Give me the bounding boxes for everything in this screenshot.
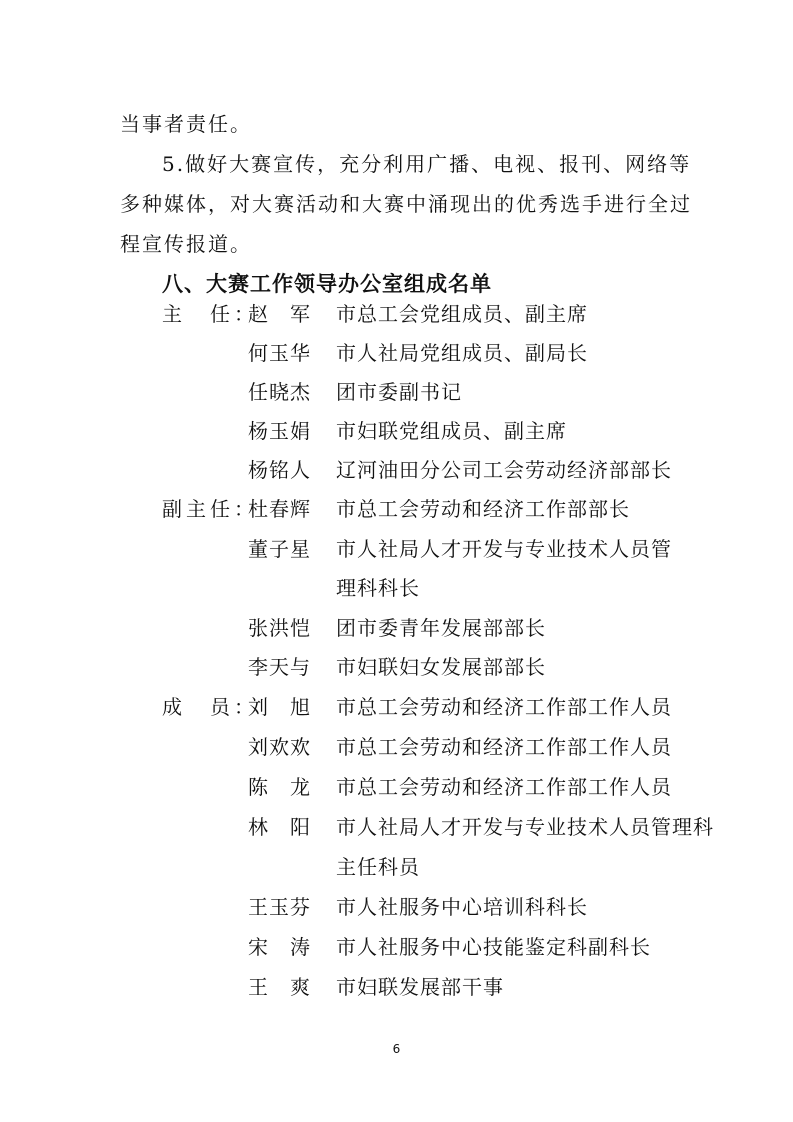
member-title: 市总工会劳动和经济工作部工作人员 [336,775,672,799]
role-label-deputy: 副主任： [162,497,254,521]
paragraph-line: 当事者责任。 [120,112,252,136]
member-title: 市人社服务中心培训科科长 [336,895,588,919]
member-title: 市人社服务中心技能鉴定科副科长 [336,935,651,959]
member-name: 董子星 [248,537,310,561]
member-title: 市人社局人才开发与专业技术人员管理科 [336,815,714,839]
member-title: 市总工会劳动和经济工作部工作人员 [336,735,672,759]
member-name: 杜春辉 [248,497,310,521]
member-name: 张洪恺 [248,616,310,640]
role-label-director: 主 任： [162,302,254,326]
member-name: 陈 龙 [248,775,310,799]
member-name: 刘 旭 [248,695,310,719]
member-title: 辽河油田分公司工会劳动经济部部长 [336,458,672,482]
member-name: 林 阳 [248,815,310,839]
paragraph-line: 多种媒体，对大赛活动和大赛中涌现出的优秀选手进行全过 [120,192,692,216]
member-name: 任晓杰 [248,380,310,404]
member-name: 杨铭人 [248,458,310,482]
member-name: 王 爽 [248,975,310,999]
member-title: 团市委副书记 [336,380,462,404]
member-title-continued: 主任科员 [336,855,420,879]
member-title: 市人社局党组成员、副局长 [336,341,588,365]
member-title: 市总工会党组成员、副主席 [336,302,588,326]
member-title: 市总工会劳动和经济工作部工作人员 [336,695,672,719]
page-number: 6 [392,1042,401,1056]
member-name: 何玉华 [248,341,310,365]
member-name: 刘欢欢 [248,735,310,759]
member-name: 李天与 [248,655,310,679]
member-title: 市妇联党组成员、副主席 [336,419,567,443]
role-label-member: 成 员： [162,695,254,719]
member-title: 市总工会劳动和经济工作部部长 [336,497,630,521]
member-name: 杨玉娟 [248,419,310,443]
member-title: 市妇联发展部干事 [336,975,504,999]
paragraph-line: 5.做好大赛宣传，充分利用广播、电视、报刊、网络等 [162,152,692,176]
member-name: 赵 军 [248,302,310,326]
paragraph-line: 程宣传报道。 [120,232,252,256]
member-name: 王玉芬 [248,895,310,919]
member-title: 市人社局人才开发与专业技术人员管 [336,537,672,561]
member-title: 市妇联妇女发展部部长 [336,655,546,679]
section-heading: 八、大赛工作领导办公室组成名单 [162,272,492,296]
member-title: 团市委青年发展部部长 [336,616,546,640]
member-title-continued: 理科科长 [336,576,420,600]
member-name: 宋 涛 [248,935,310,959]
